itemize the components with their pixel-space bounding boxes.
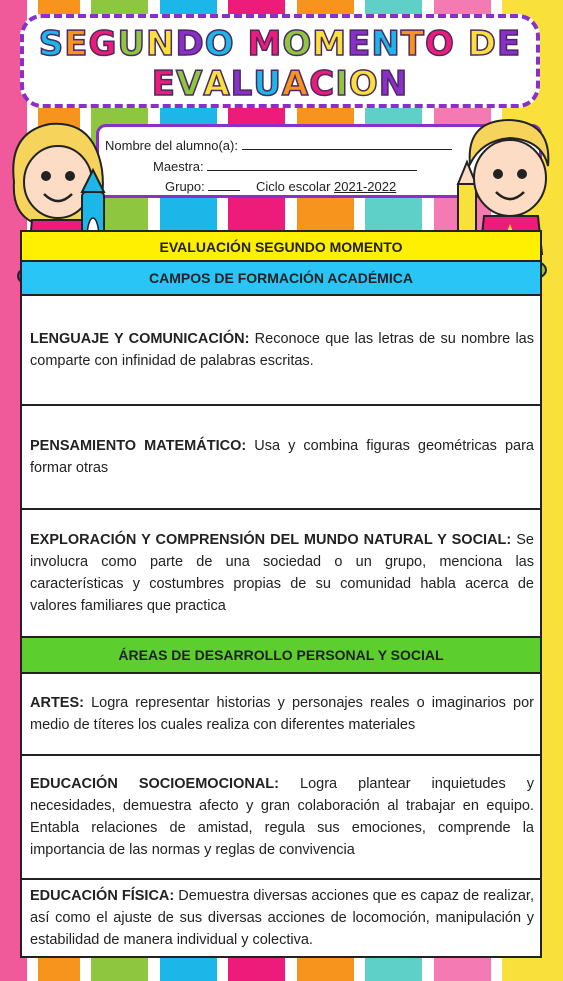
title-line-2 xyxy=(24,64,536,104)
teacher-label: Maestra: xyxy=(153,159,204,174)
title-letter: E xyxy=(151,64,176,104)
title-letter: V xyxy=(175,64,204,104)
title-letter: L xyxy=(230,64,254,104)
teacher-row xyxy=(153,158,417,174)
header-personal-areas: ÁREAS DE DESARROLLO PERSONAL Y SOCIAL xyxy=(20,638,542,674)
academic-field-block xyxy=(20,406,542,510)
area-title: ARTES: xyxy=(30,695,84,711)
title-letter: E xyxy=(64,24,89,64)
title-letter: C xyxy=(309,64,336,104)
evaluation-table xyxy=(20,230,542,958)
title-letter: E xyxy=(496,24,522,64)
teacher-field[interactable] xyxy=(207,158,417,171)
student-name-field[interactable] xyxy=(242,137,452,150)
title-letter: O xyxy=(204,24,235,64)
title-letter: A xyxy=(281,64,310,104)
title-letter: N xyxy=(146,24,176,64)
field-title: LENGUAJE Y COMUNICACIÓN: xyxy=(30,331,250,347)
academic-field-block xyxy=(20,296,542,406)
title-letter: A xyxy=(203,64,231,104)
area-text: Logra representar historias y personajes reales o imaginarios por medio de títeres los cuales realiza con diferentes materiales xyxy=(30,695,534,733)
area-title: EDUCACIÓN FÍSICA: xyxy=(30,888,175,904)
field-text: Reconoce que las letras de su nombre las comparte con infinidad de palabras escritas. xyxy=(30,331,534,369)
title-letter xyxy=(455,24,468,64)
header-academic-fields: CAMPOS DE FORMACIÓN ACADÉMICA xyxy=(20,262,542,296)
title-banner xyxy=(20,14,540,108)
personal-area-block xyxy=(20,674,542,756)
student-name-row xyxy=(105,137,452,153)
group-label: Grupo: xyxy=(165,179,205,194)
title-letter: N xyxy=(371,24,401,64)
area-text: Demuestra diversas acciones que es capaz de realizar, así como el ajuste de sus diversas acciones de locomoción, manipulación y estabilidad de manera individual y colectiva. xyxy=(30,888,534,948)
school-year-label: Ciclo escolar xyxy=(256,179,331,194)
title-letter: I xyxy=(335,64,349,104)
academic-field-block xyxy=(20,510,542,638)
title-letter: N xyxy=(378,64,409,104)
field-text: Usa y combina figuras geométricas para formar otras xyxy=(30,438,534,476)
field-title: PENSAMIENTO MATEMÁTICO: xyxy=(30,438,247,454)
personal-area-block xyxy=(20,756,542,880)
title-letter xyxy=(235,24,248,64)
boy-face-icon xyxy=(474,140,546,216)
title-letter: D xyxy=(175,24,205,64)
area-title: EDUCACIÓN SOCIOEMOCIONAL: xyxy=(30,776,279,792)
title-letter: O xyxy=(348,64,379,104)
field-title: EXPLORACIÓN Y COMPRENSIÓN DEL MUNDO NATURAL Y SOCIAL: xyxy=(30,532,512,548)
title-letter: T xyxy=(400,24,425,64)
title-letter: U xyxy=(253,64,282,104)
field-text: Se involucra como parte de una sociedad o un grupo, menciona las características y costumbres propias de su comunidad habla acerca de valores familiares que practica xyxy=(30,532,534,614)
title-letter: U xyxy=(117,24,147,64)
title-letter: O xyxy=(425,24,455,64)
header-evaluation: EVALUACIÓN SEGUNDO MOMENTO xyxy=(20,230,542,262)
title-letter: E xyxy=(347,24,372,64)
title-line-1 xyxy=(24,24,536,64)
school-year-value: 2021-2022 xyxy=(334,179,397,194)
group-row xyxy=(165,178,396,194)
group-field[interactable] xyxy=(208,178,240,191)
title-letter: M xyxy=(312,24,348,64)
title-letter: S xyxy=(38,24,65,64)
title-letter: M xyxy=(247,24,283,64)
area-text: Logra plantear inquietudes y necesidades, demuestra afecto y gran colaboración al trabajar en equipo. Entabla relaciones de amistad, regula sus emociones, comprende la importancia de las normas y reglas de convivencia xyxy=(30,776,534,858)
personal-area-block xyxy=(20,880,542,958)
student-name-label: Nombre del alumno(a): xyxy=(105,138,238,153)
title-letter: O xyxy=(282,24,313,64)
title-letter: D xyxy=(467,24,497,64)
title-letter: G xyxy=(88,24,118,64)
